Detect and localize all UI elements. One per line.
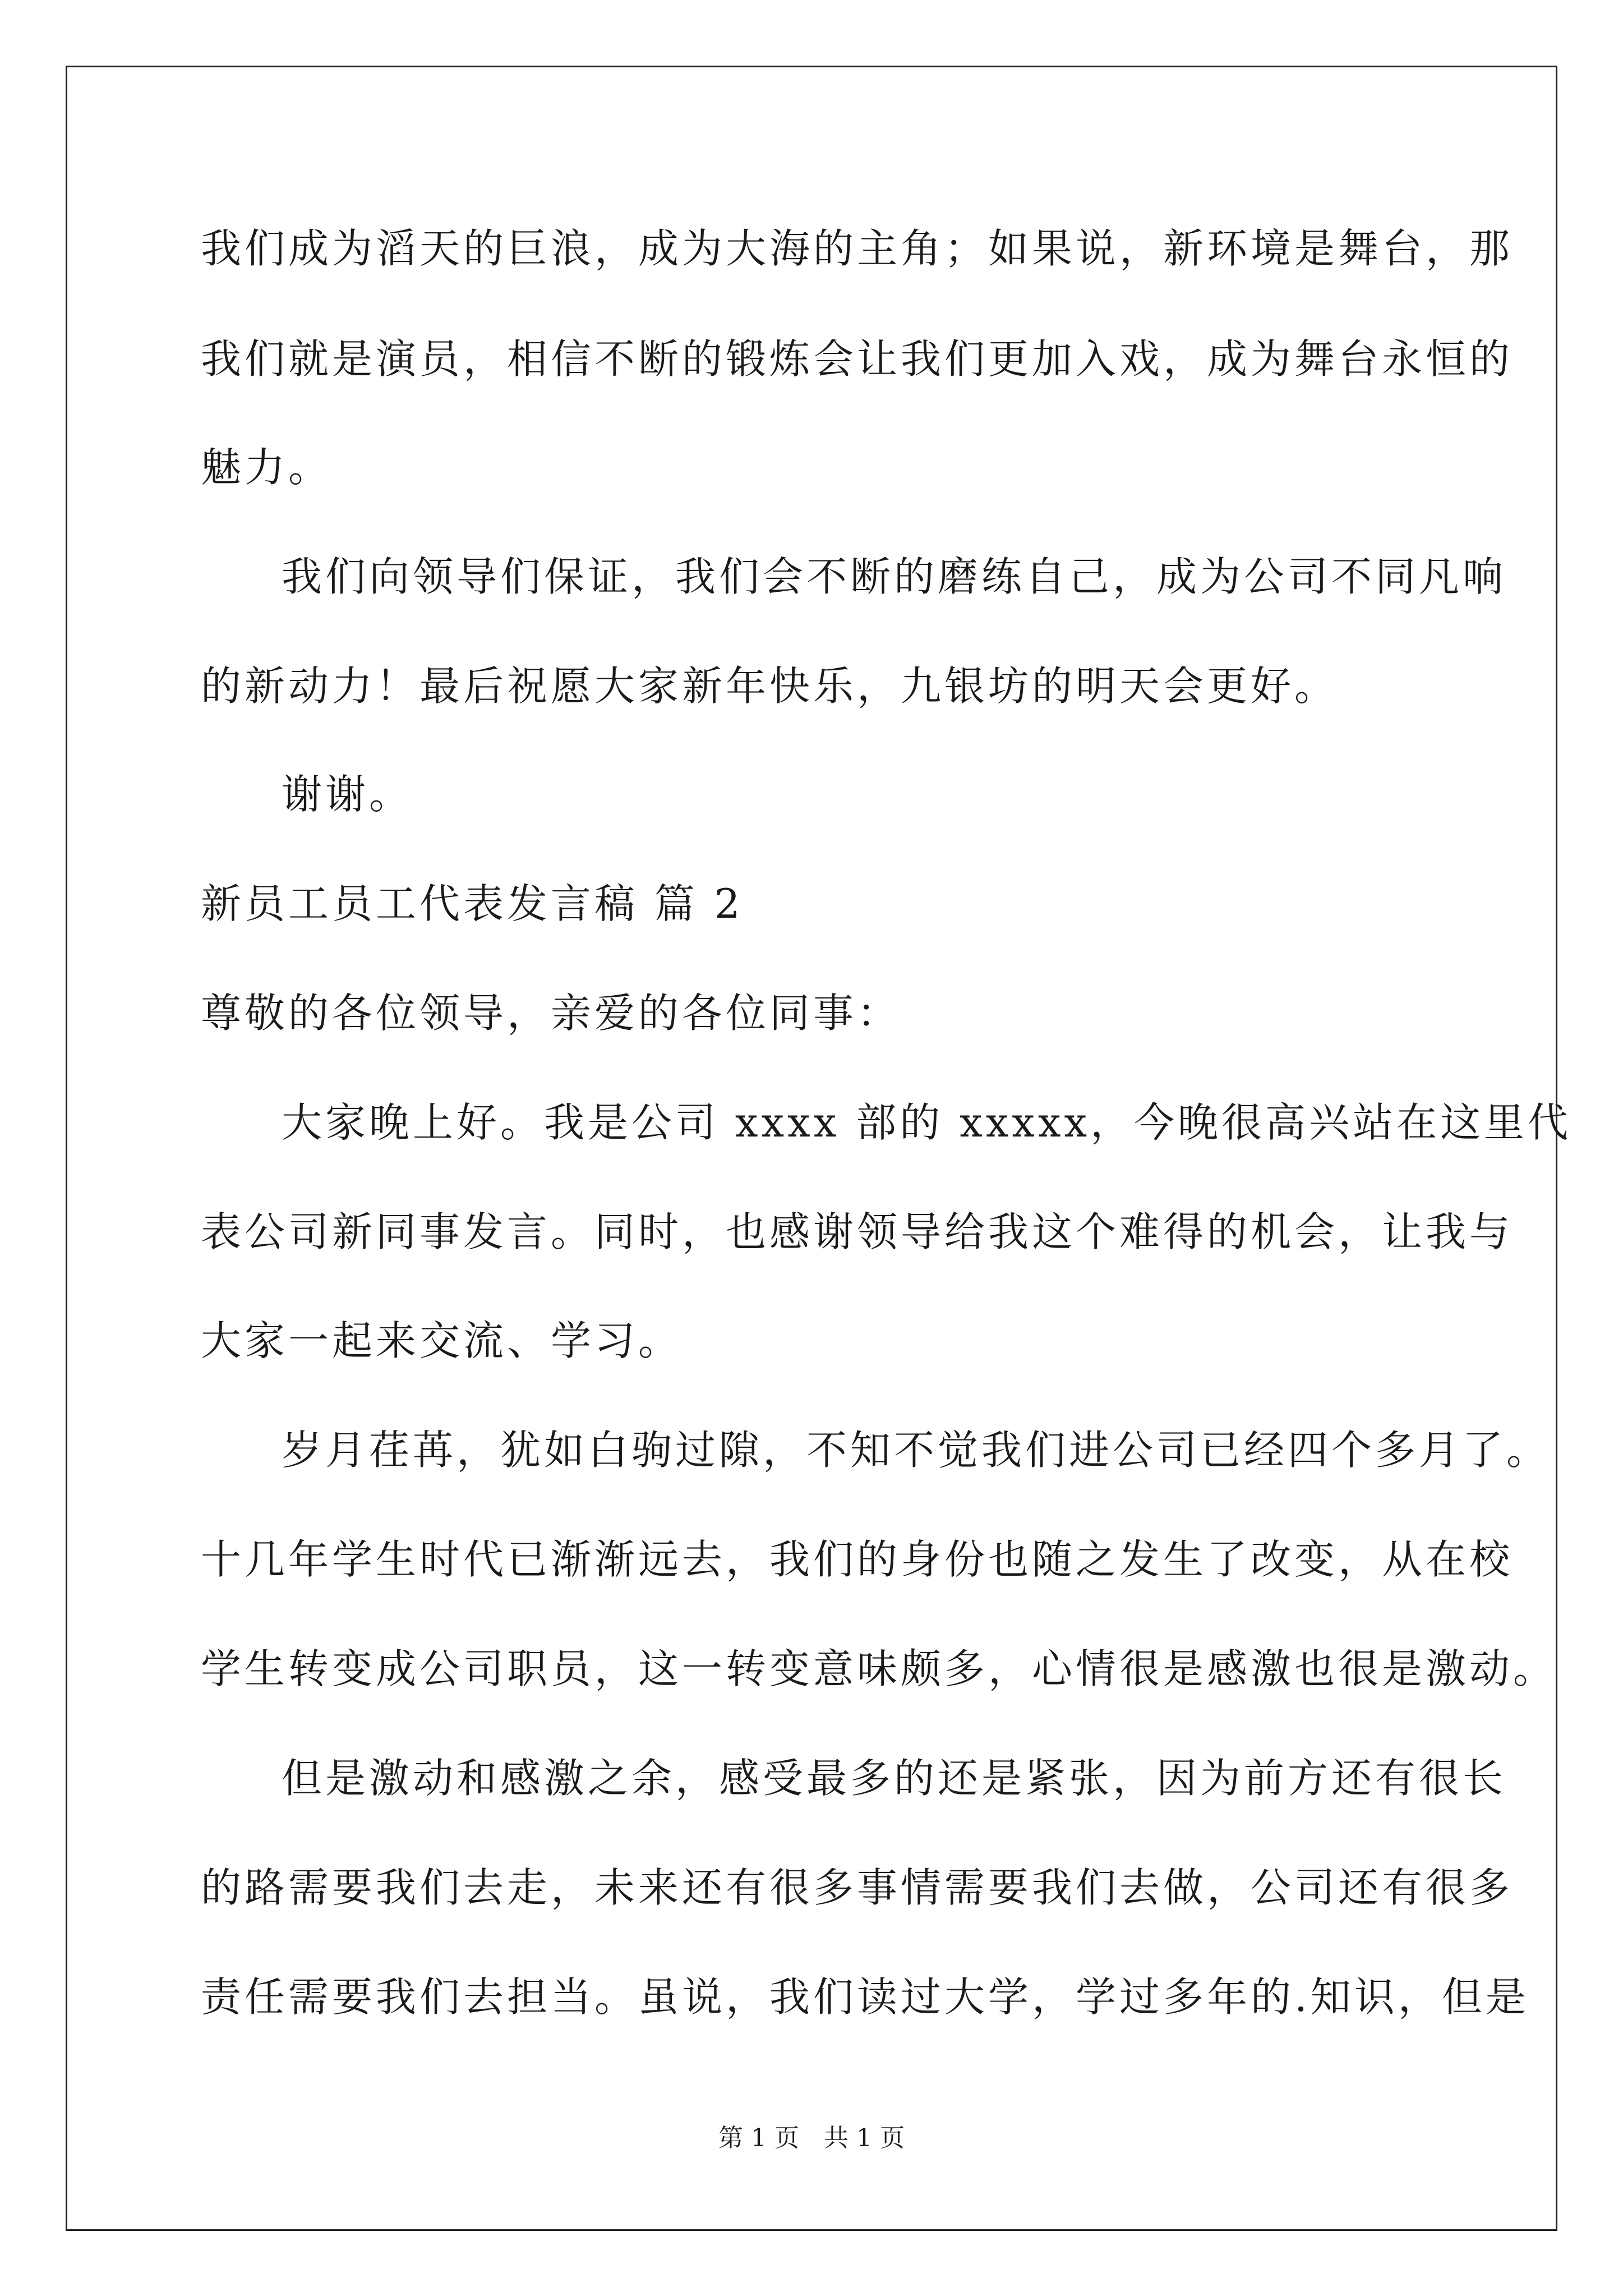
body-text-line: 大家晚上好。我是公司 xxxx 部的 xxxxx，今晚很高兴站在这里代 [282,1099,1572,1146]
section-heading: 新员工员工代表发言稿 篇 2 [201,880,744,927]
body-text-line: 十几年学生时代已渐渐远去，我们的身份也随之发生了改变，从在校 [201,1536,1514,1583]
body-text-line: 责任需要我们去担当。虽说，我们读过大学，学过多年的.知识，但是 [201,1973,1529,2021]
body-text-line: 我们就是演员，相信不断的锻炼会让我们更加入戏，成为舞台永恒的 [201,335,1514,383]
body-text-line: 大家一起来交流、学习。 [201,1317,683,1364]
salutation: 尊敬的各位领导，亲爱的各位同事： [201,990,901,1037]
body-text-line: 我们成为滔天的巨浪，成为大海的主角；如果说，新环境是舞台，那 [201,225,1514,272]
body-text-line: 我们向领导们保证，我们会不断的磨练自己，成为公司不同凡响 [282,553,1507,600]
body-text-line: 谢谢。 [282,771,413,818]
body-text-line: 但是激动和感激之余，感受最多的还是紧张，因为前方还有很长 [282,1755,1507,1802]
body-text-line: 的路需要我们去走，未来还有很多事情需要我们去做，公司还有很多 [201,1864,1514,1911]
body-text-line: 魅力。 [201,444,333,491]
body-text-line: 学生转变成公司职员，这一转变意味颇多，心情很是感激也很是激动。 [201,1645,1557,1692]
body-text-line: 岁月荏苒，犹如白驹过隙，不知不觉我们进公司已经四个多月了。 [282,1427,1551,1474]
body-text-line: 的新动力！最后祝愿大家新年快乐，九银坊的明天会更好。 [201,662,1339,710]
body-text-line: 表公司新同事发言。同时，也感谢领导给我这个难得的机会，让我与 [201,1208,1514,1255]
page-number: 第 1 页 共 1 页 [718,2124,905,2152]
